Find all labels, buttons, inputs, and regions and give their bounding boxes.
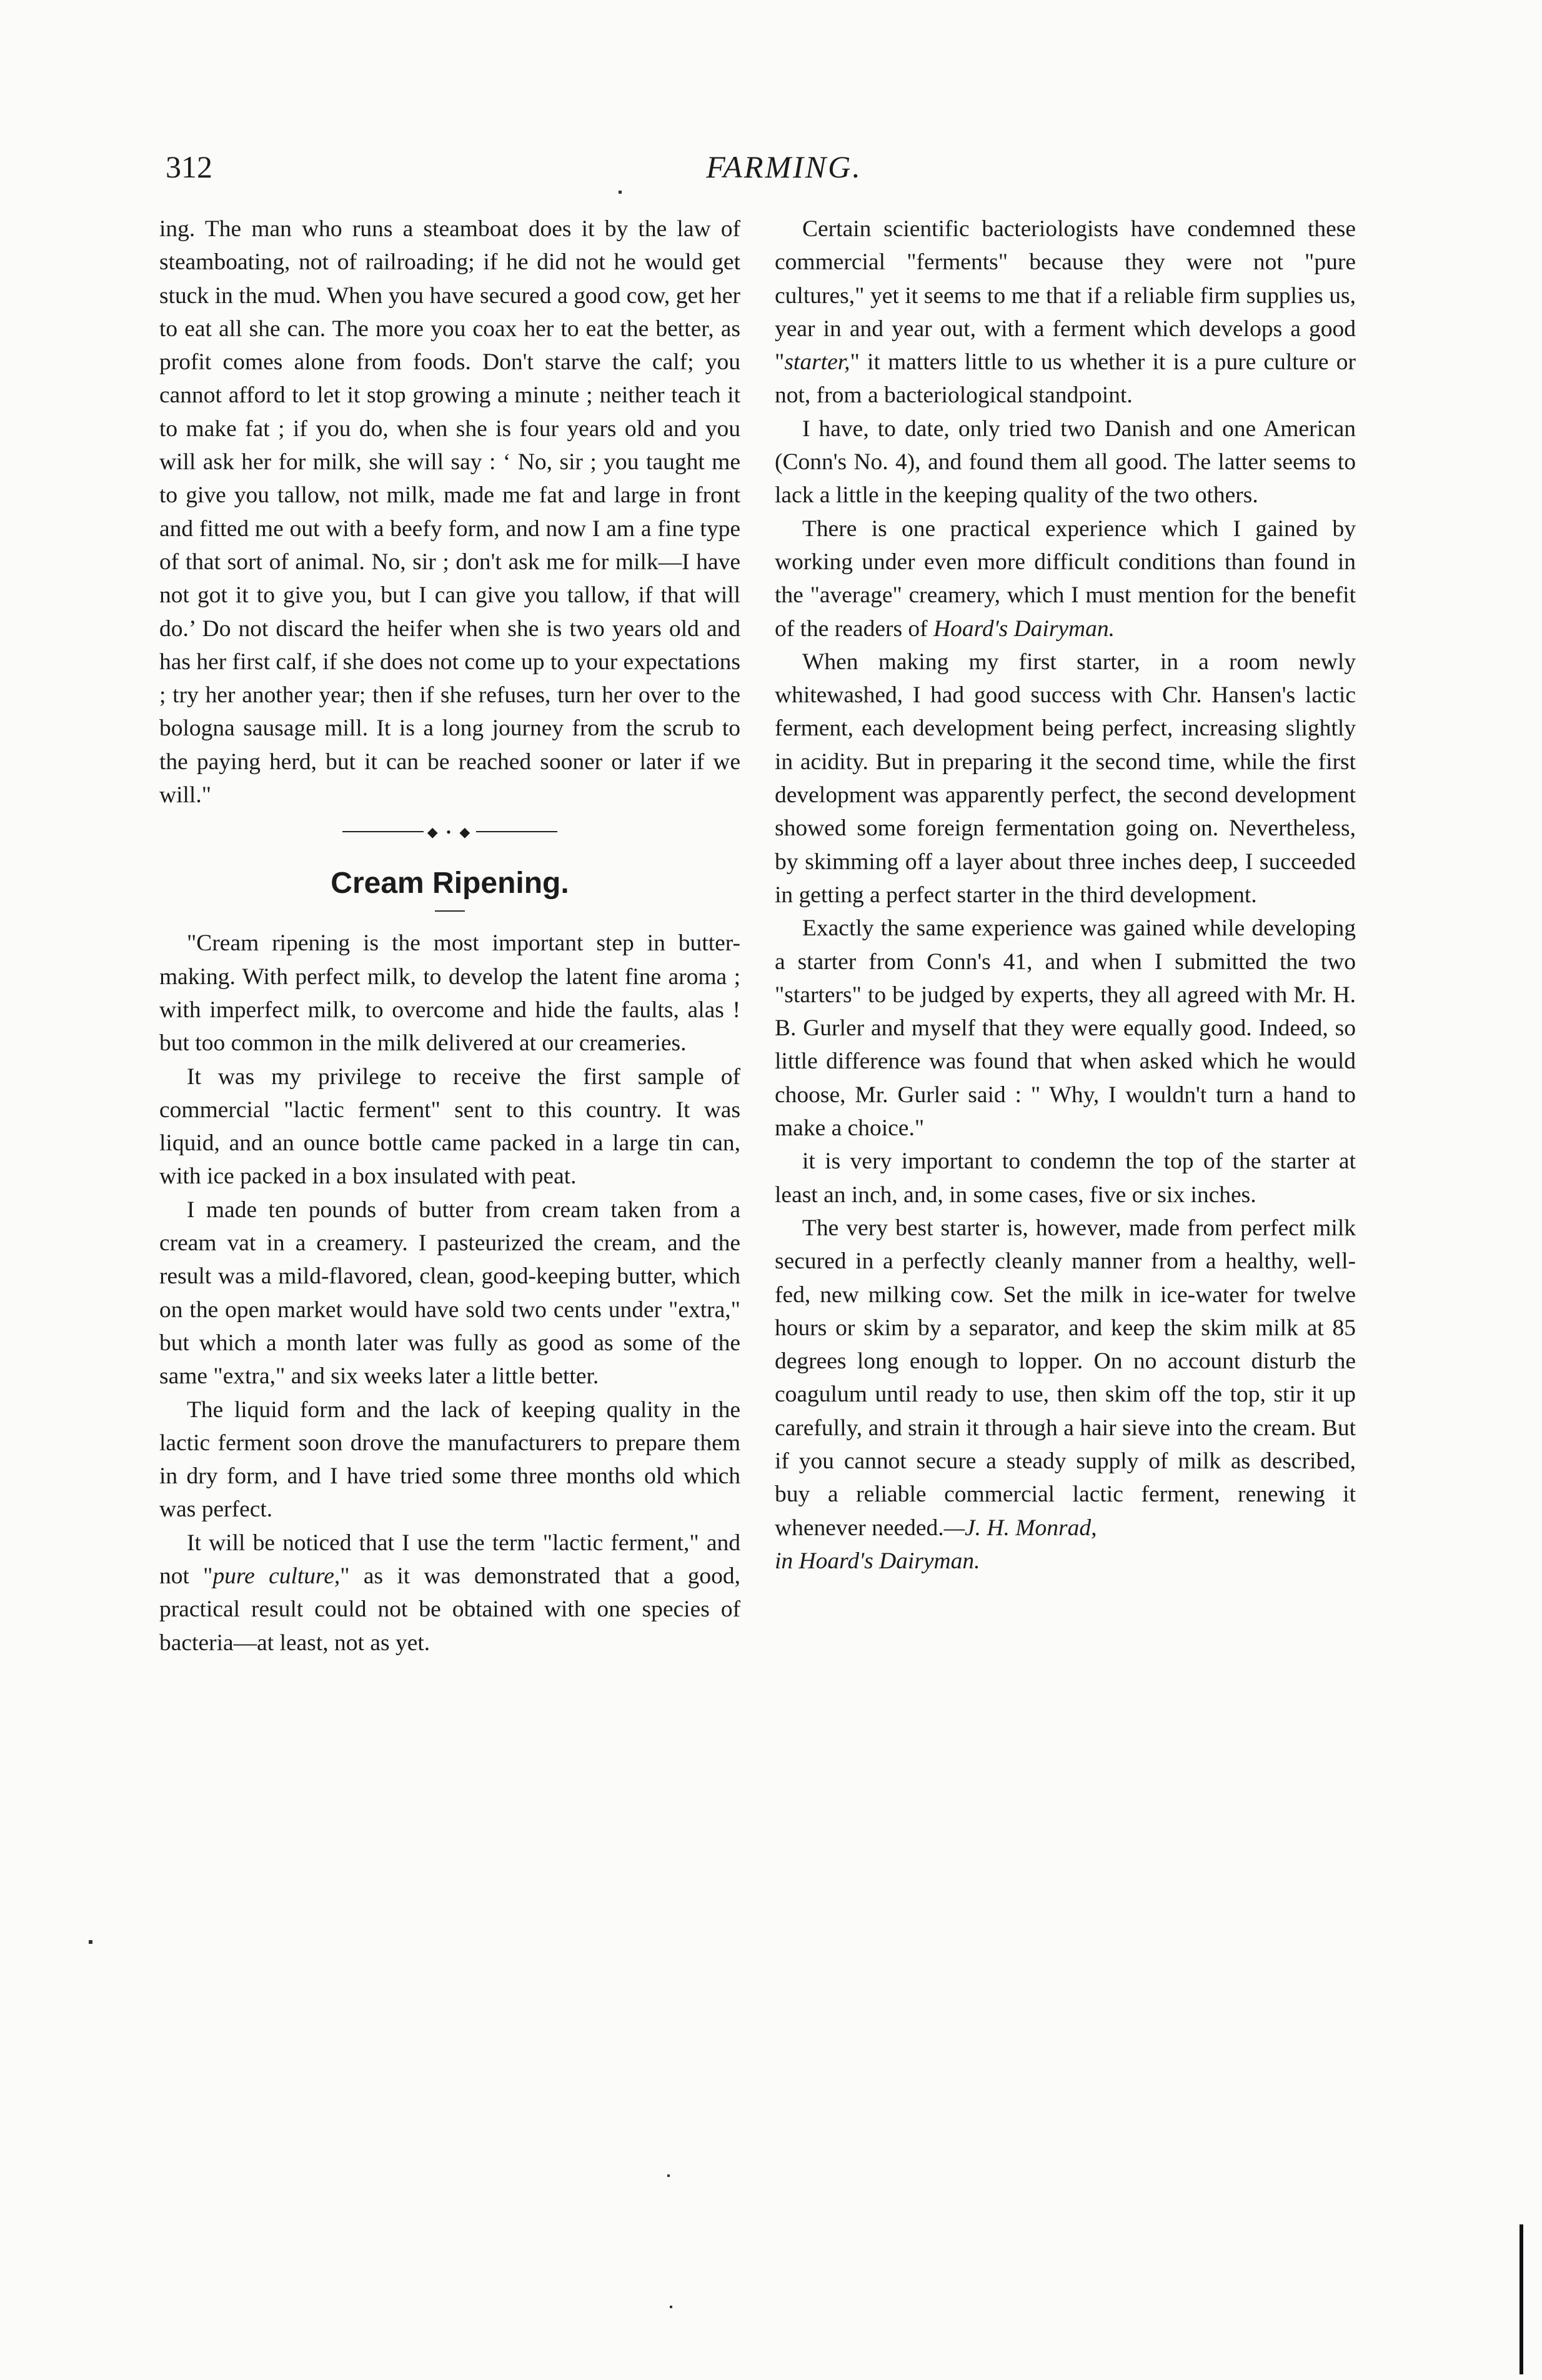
paragraph: It was my privilege to receive the first sample of commercial "lactic ferment" sent to this country. It was liquid, and an ounce bottle came packed in a large tin can, with ice packed in a box insulated with peat.: [159, 1063, 740, 1190]
paragraph: The liquid form and the lack of keeping quality in the lactic ferment soon drove the manufacturers to prepare them in dry form, and I have tried some three months old which was perfect.: [159, 1397, 740, 1523]
scan-edge-mark: [1520, 2224, 1523, 2374]
paragraph: The very best starter is, however, made from perfect milk secured in a perfectly cleanly manner from a healthy, well-fed, new milking cow. Set the milk in ice-water for twelve hours or skim by a separator, and keep the skim milk at 85 degrees long enough to lopper. On no account disturb the coagulum until ready to use, then skim off the top, stir it up carefully, and strain it through a hair sieve into the cream. But if you cannot secure a steady supply of milk as described, buy a reliable commercial lactic ferment, renewing it whenever needed.—J. H. Monrad,: [775, 1215, 1356, 1541]
divider-line: [476, 831, 557, 832]
section-divider: [159, 815, 740, 848]
section-title: Cream Ripening.: [331, 867, 569, 900]
paragraph: ing. The man who runs a steamboat does it by the law of steamboating, not of railroading; if he did not he would get stuck in the mud. When you have secured a good cow, get her to eat all she can. The more you coax her to eat the better, as profit comes alone from foods. Don't starve the calf; you cannot afford to let it stop growing a minute ; neither teach it to make fat ; if you do, when she is four years old and you will ask her for milk, she will say : ‘ No, sir ; you taught me to give you tallow, not milk, made me fat and large in front and fitted me out with a beefy form, and now I am a fine type of that sort of animal. No, sir ; don't ask me for milk—I have not got it to give you, but I can give you tallow, if that will do.’ Do not discard the heifer when she is two years old and has her first calf, if she does not come up to your expectations ; try her another year; then if she refuses, turn her over to the bologna sausage mill. It is a long journey from the scrub to the paying herd, but it can be reached sooner or later if we will.": [159, 216, 740, 809]
paragraph: I have, to date, only tried two Danish and one American (Conn's No. 4), and found them all good. The latter seems to lack a little in the keeping quality of the two others.: [775, 416, 1356, 509]
title-rule: [435, 910, 465, 912]
speck: [619, 191, 622, 194]
paragraph: There is one practical experience which I gained by working under even more difficult conditions than found in the "average" creamery, which I must mention for the benefit of the readers of Hoard's Dairyman.: [775, 515, 1356, 642]
running-title: FARMING.: [706, 149, 862, 184]
paragraph: It will be noticed that I use the term "lactic ferment," and not "pure culture," as it was demonstrated that a good, practical result could not be obtained with one species of bacteria—at least, not as yet.: [159, 1530, 740, 1656]
page-number: 312: [166, 149, 212, 184]
paragraph: it is very important to condemn the top of the starter at least an inch, and, in some cases, five or six inches.: [775, 1148, 1356, 1208]
paragraph: Exactly the same experience was gained while developing a starter from Conn's 41, and when I submitted the two "starters" to be judged by experts, they all agreed with Mr. H. B. Gurler and myself that they were equally good. Indeed, so little difference was found that when asked which he would choose, Mr. Gurler said : " Why, I wouldn't turn a hand to make a choice.": [775, 915, 1356, 1142]
divider-ornament: ◆ • ◆: [427, 824, 473, 840]
source-credit: in Hoard's Dairyman.: [775, 1548, 980, 1574]
speck: [667, 2174, 670, 2177]
speck: [89, 1940, 92, 1944]
divider-line: [342, 831, 424, 832]
page-header: [166, 149, 1403, 199]
paragraph: "Cream ripening is the most important step in butter-making. With perfect milk, to develop the latent fine aroma ; with imperfect milk, to overcome and hide the faults, alas ! but too common in the milk delivered at our creameries.: [159, 930, 740, 1057]
speck: [670, 2306, 672, 2308]
paragraph: Certain scientific bacteriologists have condemned these commercial "ferments" because they were not "pure cultures," yet it seems to me that if a reliable firm supplies us, year in and year out, with a ferment which develops a good "starter," it matters little to us whether it is a pure culture or not, from a bacteriological standpoint.: [775, 216, 1356, 409]
paragraph: When making my first starter, in a room newly whitewashed, I had good success with Chr. Hansen's lactic ferment, each development being perfect, increasing slightly in acidity. But in preparing it the second time, while the first development was apparently perfect, the second development showed some foreign fermentation going on. Nevertheless, by skimming off a layer about three inches deep, I succeeded in getting a perfect starter in the third development.: [775, 649, 1356, 908]
author-credit: —J. H. Monrad,: [943, 1515, 1097, 1541]
left-column: [159, 212, 740, 1660]
paragraph: I made ten pounds of butter from cream taken from a cream vat in a creamery. I pasteurized the cream, and the result was a mild-flavored, clean, good-keeping butter, which on the open market would have sold two cents under "extra," but which a month later was fully as good as some of the same "extra," and six weeks later a little better.: [159, 1197, 740, 1390]
right-column: [775, 212, 1356, 1578]
